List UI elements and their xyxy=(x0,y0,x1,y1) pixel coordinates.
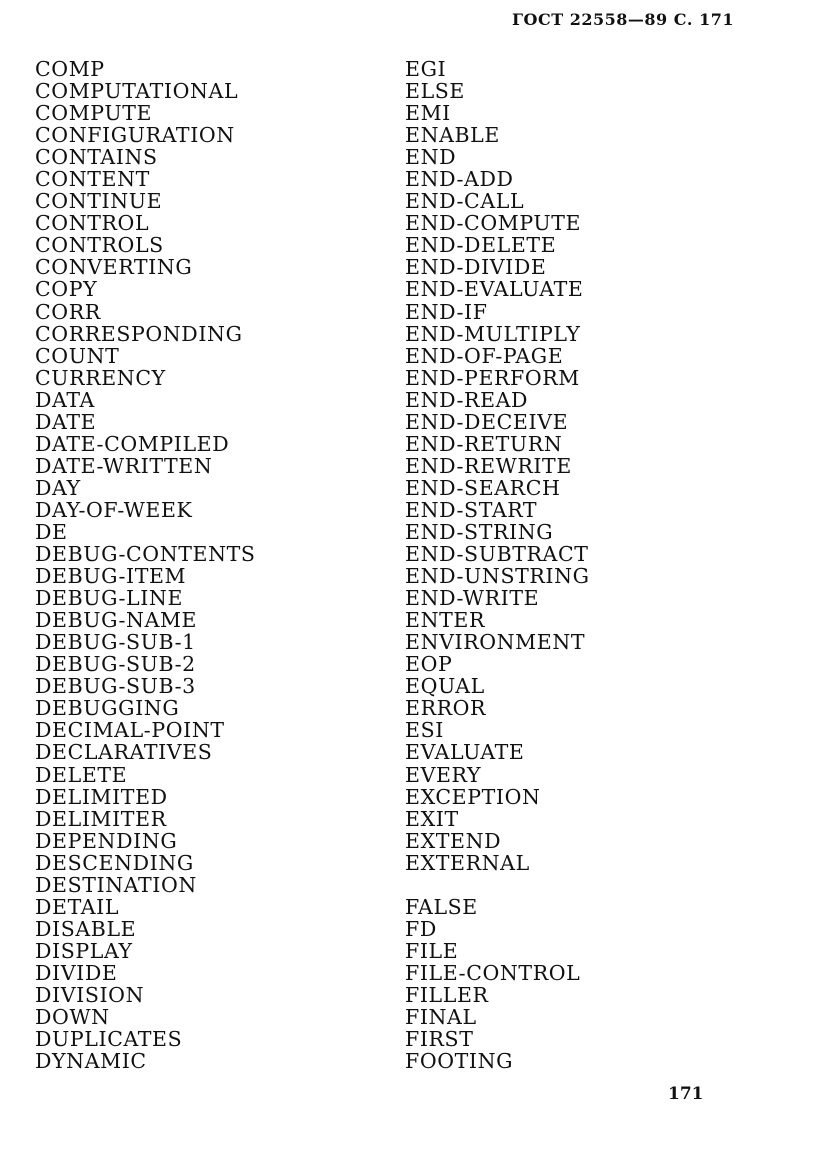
word-entry: DEBUG-SUB-3 xyxy=(35,674,196,699)
word-entry: DECIMAL-POINT xyxy=(35,718,225,743)
word-entry: FIRST xyxy=(405,1027,474,1052)
word-entry: EGI xyxy=(405,57,447,81)
word-entry: CONTAINS xyxy=(35,145,158,170)
word-entry: FINAL xyxy=(405,1005,477,1030)
word-entry: DEBUG-ITEM xyxy=(35,564,187,589)
word-entry: ERROR xyxy=(405,696,487,721)
word-entry: ENABLE xyxy=(405,123,500,148)
word-entry: DELETE xyxy=(35,762,128,787)
word-entry: DELIMITER xyxy=(35,806,167,831)
word-entry: FILE-CONTROL xyxy=(405,960,581,985)
word-entry: FILLER xyxy=(405,982,489,1007)
word-entry: COUNT xyxy=(35,343,120,368)
word-entry: END-MULTIPLY xyxy=(405,321,581,346)
word-entry: DETAIL xyxy=(35,894,120,919)
reserved-words-column-right xyxy=(405,58,590,1072)
word-entry: END-SUBTRACT xyxy=(405,542,589,567)
word-entry: END-READ xyxy=(405,387,529,412)
word-entry: END-SEARCH xyxy=(405,475,561,500)
word-entry: CONTROL xyxy=(35,211,150,236)
word-entry: CURRENCY xyxy=(35,365,166,390)
word-entry: DATE-COMPILED xyxy=(35,431,230,456)
word-entry: DATE-WRITTEN xyxy=(35,453,213,478)
word-entry: END-RETURN xyxy=(405,431,563,456)
word-entry: DE xyxy=(35,519,68,544)
word-entry: EXCEPTION xyxy=(405,784,541,809)
word-entry: END-REWRITE xyxy=(405,453,572,478)
word-entry: END-DECEIVE xyxy=(405,409,569,434)
word-entry: DISPLAY xyxy=(35,938,133,963)
word-entry: DEBUG-NAME xyxy=(35,608,198,633)
word-entry: END-WRITE xyxy=(405,586,540,611)
word-entry: END-DELETE xyxy=(405,233,557,258)
word-entry: DEBUG-SUB-2 xyxy=(35,652,196,677)
word-entry: END-CALL xyxy=(405,189,525,214)
word-entry: ENVIRONMENT xyxy=(405,630,586,655)
word-entry: COPY xyxy=(35,277,98,302)
word-entry: EXIT xyxy=(405,806,459,831)
word-entry: CONTENT xyxy=(35,167,150,192)
page-number: 171 xyxy=(668,1084,704,1104)
word-entry: END-OF-PAGE xyxy=(405,343,564,368)
word-entry: DESTINATION xyxy=(35,872,197,897)
word-entry: DEBUG-LINE xyxy=(35,586,184,611)
word-entry: EVALUATE xyxy=(405,740,525,765)
word-entry: DISABLE xyxy=(35,916,137,941)
word-entry: EQUAL xyxy=(405,674,485,699)
word-entry: EVERY xyxy=(405,762,482,787)
word-entry: DEPENDING xyxy=(35,828,178,853)
word-entry: EXTEND xyxy=(405,828,502,853)
word-entry: CORRESPONDING xyxy=(35,321,243,346)
word-entry: DOWN xyxy=(35,1005,110,1030)
word-entry: FD xyxy=(405,916,437,941)
word-entry: DELIMITED xyxy=(35,784,168,809)
word-entry: DECLARATIVES xyxy=(35,740,213,765)
word-entry: CONTINUE xyxy=(35,189,163,214)
word-entry: COMP xyxy=(35,57,105,81)
word-entry: ESI xyxy=(405,718,444,743)
word-entry: CONTROLS xyxy=(35,233,164,258)
word-entry: EOP xyxy=(405,652,453,677)
word-entry: ENTER xyxy=(405,608,485,633)
word-entry: DAY-OF-WEEK xyxy=(35,497,193,522)
word-entry: FALSE xyxy=(405,894,478,919)
word-entry: DIVIDE xyxy=(35,960,118,985)
word-entry: DATE xyxy=(35,409,97,434)
word-entry: END-PERFORM xyxy=(405,365,580,390)
page-header: ГОСТ 22558—89 С. 171 xyxy=(512,10,734,29)
word-entry: END-DIVIDE xyxy=(405,255,547,280)
word-entry: CONVERTING xyxy=(35,255,193,280)
word-entry: END-EVALUATE xyxy=(405,277,584,302)
word-entry: CONFIGURATION xyxy=(35,123,235,148)
word-entry: FILE xyxy=(405,938,459,963)
word-entry: DIVISION xyxy=(35,982,145,1007)
word-entry: DAY xyxy=(35,475,81,500)
word-entry: EXTERNAL xyxy=(405,850,530,875)
word-entry: DESCENDING xyxy=(35,850,194,875)
word-entry: DEBUGGING xyxy=(35,696,180,721)
word-entry xyxy=(405,874,590,896)
word-entry: COMPUTATIONAL xyxy=(35,79,239,104)
word-entry: DATA xyxy=(35,387,95,412)
word-entry: END-STRING xyxy=(405,519,554,544)
word-entry: END-ADD xyxy=(405,167,514,192)
word-entry: COMPUTE xyxy=(35,101,153,126)
word-entry: DEBUG-CONTENTS xyxy=(35,542,256,567)
reserved-words-column-left xyxy=(35,58,256,1072)
word-entry: DYNAMIC xyxy=(35,1049,147,1074)
word-entry: FOOTING xyxy=(405,1049,514,1074)
word-entry: ELSE xyxy=(405,79,465,104)
word-entry: END-START xyxy=(405,497,538,522)
word-entry: EMI xyxy=(405,101,451,126)
word-entry: DUPLICATES xyxy=(35,1027,183,1052)
word-entry: END-COMPUTE xyxy=(405,211,582,236)
word-entry: CORR xyxy=(35,299,101,324)
word-entry: END-UNSTRING xyxy=(405,564,590,589)
word-entry: END xyxy=(405,145,457,170)
word-entry: DEBUG-SUB-1 xyxy=(35,630,196,655)
word-entry: END-IF xyxy=(405,299,488,324)
